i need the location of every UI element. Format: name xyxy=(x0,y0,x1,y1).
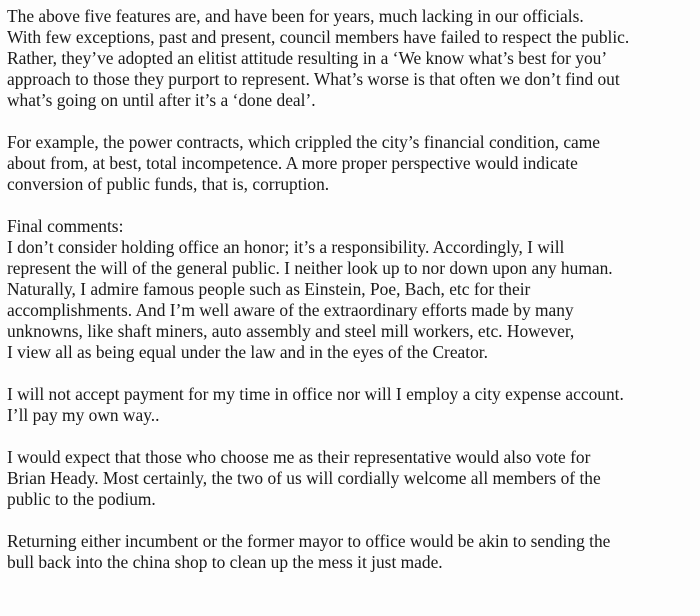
paragraph-payment xyxy=(7,384,697,426)
paragraph-power-contracts xyxy=(7,132,697,195)
text-line: Brian Heady. Most certainly, the two of us will cordially welcome all members of the xyxy=(7,468,601,488)
text-line: approach to those they purport to represent. What’s worse is that often we don’t find out xyxy=(7,69,620,89)
text-line: With few exceptions, past and present, council members have failed to respect the public. xyxy=(7,27,630,47)
text-line: Returning either incumbent or the former mayor to office would be akin to sending the xyxy=(7,531,611,551)
text-line: conversion of public funds, that is, corruption. xyxy=(7,174,330,194)
text-line: I would expect that those who choose me as their representative would also vote for xyxy=(7,447,591,467)
text-line: about from, at best, total incompetence. A more proper perspective would indicate xyxy=(7,153,578,173)
text-line: For example, the power contracts, which crippled the city’s financial condition, came xyxy=(7,132,601,152)
text-line: bull back into the china shop to clean up the mess it just made. xyxy=(7,552,443,572)
section-heading: Final comments: xyxy=(7,216,124,236)
paragraph-final-comments xyxy=(7,216,697,363)
text-line: public to the podium. xyxy=(7,489,156,509)
paragraph-brian-heady xyxy=(7,447,697,510)
text-line: represent the will of the general public. I neither look up to nor down upon any human. xyxy=(7,258,613,278)
text-line: Rather, they’ve adopted an elitist attitude resulting in a ‘We know what’s best for you’ xyxy=(7,48,608,68)
text-line: I’ll pay my own way.. xyxy=(7,405,160,425)
text-line: I view all as being equal under the law and in the eyes of the Creator. xyxy=(7,342,488,362)
text-line: unknowns, like shaft miners, auto assembly and steel mill workers, etc. However, xyxy=(7,321,575,341)
paragraph-officials xyxy=(7,6,697,111)
text-line: I will not accept payment for my time in office nor will I employ a city expense account. xyxy=(7,384,624,404)
paragraph-china-shop xyxy=(7,531,697,573)
text-line: Naturally, I admire famous people such as Einstein, Poe, Bach, etc for their xyxy=(7,279,531,299)
text-line: The above five features are, and have been for years, much lacking in our officials. xyxy=(7,6,584,26)
text-line: accomplishments. And I’m well aware of the extraordinary efforts made by many xyxy=(7,300,574,320)
text-line: I don’t consider holding office an honor; it’s a responsibility. Accordingly, I will xyxy=(7,237,565,257)
document-body xyxy=(7,6,697,594)
text-line: what’s going on until after it’s a ‘done deal’. xyxy=(7,90,316,110)
